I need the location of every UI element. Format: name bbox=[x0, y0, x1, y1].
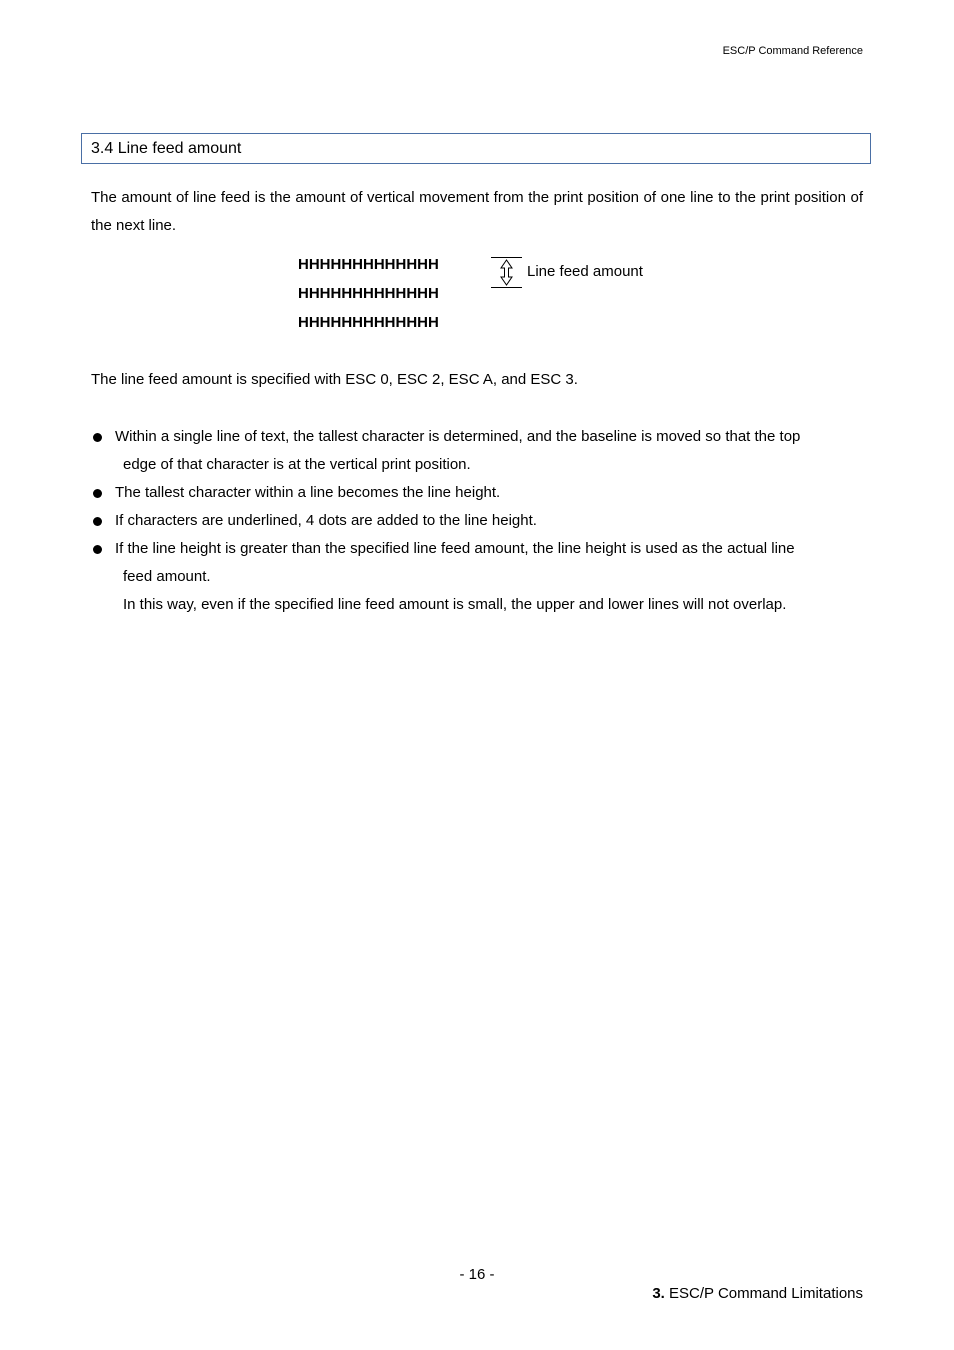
list-item bbox=[91, 535, 863, 591]
figure-label: Line feed amount bbox=[527, 263, 643, 280]
bullet-icon bbox=[93, 433, 102, 442]
section-title: 3.4 Line feed amount bbox=[91, 140, 242, 157]
page-number: - 16 - bbox=[459, 1266, 495, 1283]
list-item-note bbox=[91, 591, 863, 619]
specified-paragraph: The line feed amount is specified with ESC 0, ESC 2, ESC A, and ESC 3. bbox=[91, 371, 578, 388]
bullet-text: If the line height is greater than the specified line feed amount, the line height is used as the actual line bbox=[115, 540, 795, 557]
footer-chapter bbox=[652, 1285, 863, 1303]
list-item bbox=[91, 423, 863, 479]
section-heading-box bbox=[81, 133, 871, 164]
list-item bbox=[91, 479, 863, 507]
footer-chapter-number: 3. bbox=[652, 1285, 665, 1302]
sample-text-line: HHHHHHHHHHHHH bbox=[298, 285, 439, 302]
bullet-icon bbox=[93, 517, 102, 526]
footer-chapter-title: ESC/P Command Limitations bbox=[669, 1285, 863, 1302]
bullet-continuation: edge of that character is at the vertical print position. bbox=[123, 456, 471, 473]
bullet-icon bbox=[93, 489, 102, 498]
bullet-note: In this way, even if the specified line feed amount is small, the upper and lower lines will not overlap. bbox=[123, 596, 787, 613]
bullet-text: If characters are underlined, 4 dots are added to the line height. bbox=[115, 512, 537, 529]
vertical-double-arrow-icon bbox=[491, 257, 522, 288]
bullet-continuation: feed amount. bbox=[123, 568, 211, 585]
intro-paragraph: The amount of line feed is the amount of vertical movement from the print position of one line to the print position of the next line. bbox=[91, 189, 863, 234]
sample-text-line: HHHHHHHHHHHHH bbox=[298, 314, 439, 331]
sample-text-line: HHHHHHHHHHHHH bbox=[298, 256, 439, 273]
list-item bbox=[91, 507, 863, 535]
header-reference-title: ESC/P Command Reference bbox=[722, 45, 863, 57]
bullet-text: Within a single line of text, the tallest character is determined, and the baseline is moved so that the top bbox=[115, 428, 801, 445]
bullet-text: The tallest character within a line becomes the line height. bbox=[115, 484, 501, 501]
bullet-icon bbox=[93, 545, 102, 554]
bullet-list bbox=[91, 423, 863, 619]
